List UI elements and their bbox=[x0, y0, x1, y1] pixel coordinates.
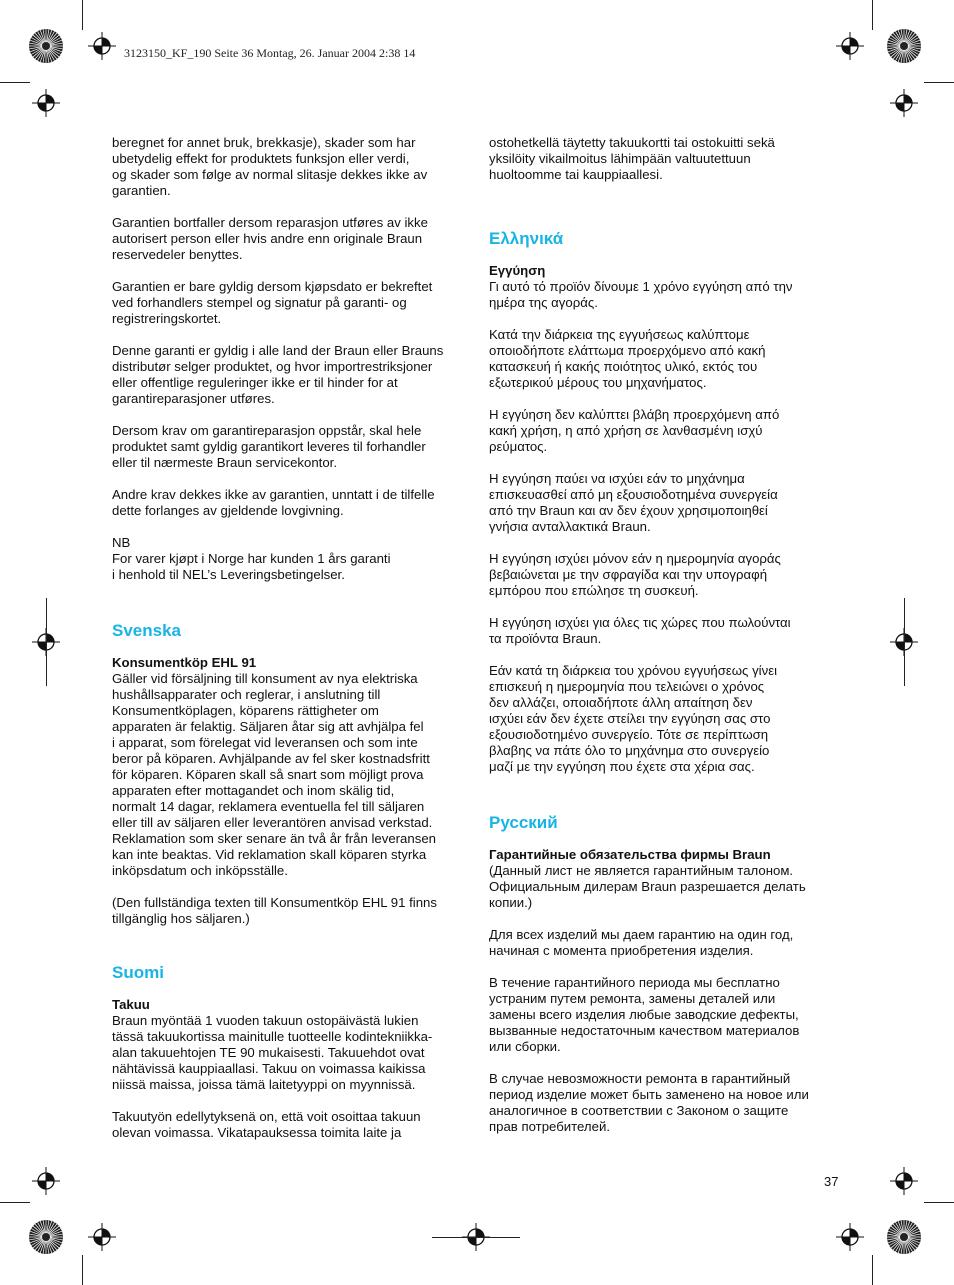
left-column bbox=[112, 135, 464, 1157]
crop-line bbox=[0, 82, 30, 83]
norsk-section bbox=[112, 135, 464, 583]
page-number: 37 bbox=[824, 1174, 839, 1189]
registration-crosshair-icon bbox=[836, 1223, 864, 1251]
paragraph: Κατά την διάρκεια της εγγυήσεως καλύπτομε οποιοδήποτε ελάττωμα προερχόμενο από κακή κατασκευή ή κακής ποιότητος υλικό, εκτός του εξωτερικού μέρους του μηχανήματος. bbox=[489, 327, 766, 390]
section-subheading: Гарантийные обязательства фирмы Braun bbox=[489, 847, 771, 862]
svenska-section bbox=[112, 621, 464, 927]
paragraph: Denne garanti er gyldig i alle land der Braun eller Brauns distributør selger produktet, og hvor importrestriksjoner eller offentlige reguleringer ikke er til hinder for at garantireparasjoner utføres. bbox=[112, 343, 444, 406]
registration-starburst-icon bbox=[886, 1219, 922, 1255]
crop-line bbox=[872, 0, 873, 30]
registration-crosshair-icon bbox=[88, 32, 116, 60]
section-heading-svenska: Svenska bbox=[112, 621, 181, 640]
paragraph: Braun myöntää 1 vuoden takuun ostopäivästä lukien tässä takuukortissa mainitulle tuotteelle kodintekniikka- alan takuuehtojen TE 90 mukaisesti. Takuuehdot ovat nähtävissä kauppiaallasi. Takuu on voimassa kaikissa niissä maissa, joissa tämä laitetyyppi on myynnissä. bbox=[112, 1013, 433, 1092]
paragraph: Для всех изделий мы даем гарантию на один год, начиная с момента приобретения изделия. bbox=[489, 927, 794, 958]
crop-line bbox=[904, 598, 905, 686]
crop-line bbox=[924, 1202, 954, 1203]
right-column bbox=[489, 135, 841, 1151]
section-subheading: Takuu bbox=[112, 997, 150, 1012]
crop-line bbox=[924, 82, 954, 83]
paragraph: Andre krav dekkes ikke av garantien, unntatt i de tilfelle dette forlanges av gjeldende lovgivning. bbox=[112, 487, 435, 518]
crop-line bbox=[46, 598, 47, 686]
crop-line bbox=[0, 1202, 30, 1203]
registration-starburst-icon bbox=[28, 1219, 64, 1255]
section-subheading: Konsumentköp EHL 91 bbox=[112, 655, 257, 670]
paragraph: Εάν κατά τη διάρκεια του χρόνου εγγυήσεως γίνει επισκευή η ημερομηνία που τελειώνει ο χρόνος δεν αλλάζει, οποιαδήποτε άλλη απαίτηση δεν ισχύει εάν δεν έχετε στείλει την εγγύηση σας στο εξουσιοδοτημένο συνεργείο. Τότε σε περίπτωση βλαβης να πάτε όλο το μηχάνημα στο συνεργείο μαζί με την εγγύηση που έχετε στα χέρια σας. bbox=[489, 663, 778, 774]
paragraph: В течение гарантийного периода мы бесплатно устраним путем ремонта, замены деталей или замены всего изделия любые заводские дефекты, вызванные недостаточным качеством материалов или сборки. bbox=[489, 975, 800, 1054]
paragraph: Gäller vid försäljning till konsument av nya elektriska hushållsapparater och reglerar, i anslutning till Konsumentköplagen, köparens rättigheter om apparaten är felaktig. Säljaren åtar sig att avhjälpa fel i apparat, som förelegat vid leveransen och som inte beror på köparen. Avhjälpande av fel sker kostnadsfritt för köparen. Köparen skall så snart som möjligt prova apparaten efter mottagandet och inom skälig tid, normalt 14 dagar, reklamera eventuella fel till säljaren eller till av säljaren eller leverantören anvisad verkstad. Reklamation som sker senare än två år från leveransen kan inte beaktas. Vid reklamation skall köparen styrka inköpsdatum och inköpsställe. bbox=[112, 671, 436, 878]
paragraph: Garantien er bare gyldig dersom kjøpsdato er bekreftet ved forhandlers stempel og signatur på garanti- og registreringskortet. bbox=[112, 279, 433, 326]
greek-section bbox=[489, 229, 841, 775]
paragraph: Η εγγύηση παύει να ισχύει εάν το μηχάνημα επισκευασθεί από μη εξουσιοδοτημένα συνεργεία από την Braun και αν δεν έχουν χρησιμοποιηθεί γνήσια ανταλλακτικά Braun. bbox=[489, 471, 778, 534]
paragraph: Η εγγύηση δεν καλύπτει βλάβη προερχόμενη από κακή χρήση, η από χρήση σε λανθασμένη ισχύ ρεύματος. bbox=[489, 407, 780, 454]
russian-section bbox=[489, 813, 841, 1135]
crop-line bbox=[872, 1255, 873, 1285]
crop-line bbox=[82, 0, 83, 30]
paragraph: beregnet for annet bruk, brekkasje), skader som har ubetydelig effekt for produktets funksjon eller verdi, og skader som følge av normal slitasje dekkes ikke av garantien. bbox=[112, 135, 428, 198]
registration-crosshair-icon bbox=[890, 1167, 918, 1195]
section-heading-russian: Русский bbox=[489, 813, 558, 832]
section-subheading: Εγγύηση bbox=[489, 263, 546, 278]
registration-crosshair-icon bbox=[836, 32, 864, 60]
registration-starburst-icon bbox=[28, 28, 64, 64]
paragraph: (Den fullständiga texten till Konsumentköp EHL 91 finns tillgänglig hos säljaren.) bbox=[112, 895, 437, 926]
paragraph: Dersom krav om garantireparasjon oppstår, skal hele produktet samt gyldig garantikort leveres til forhandler eller til nærmeste Braun servicekontor. bbox=[112, 423, 426, 470]
section-heading-greek: Ελληνικά bbox=[489, 229, 564, 248]
suomi-continued bbox=[489, 135, 841, 183]
paragraph: В случае невозможности ремонта в гарантийный период изделие может быть заменено на новое или аналогичное в соответствии с Законом о защите прав потребителей. bbox=[489, 1071, 809, 1134]
paragraph: Η εγγύηση ισχύει μόνον εάν η ημερομηνία αγοράς βεβαιώνεται με την σφραγίδα και την υπογραφή εμπόρου που επώλησε τη συσκευή. bbox=[489, 551, 781, 598]
paragraph: Takuutyön edellytyksenä on, että voit osoittaa takuun olevan voimassa. Vikatapauksessa toimita laite ja bbox=[112, 1109, 421, 1140]
registration-crosshair-icon bbox=[32, 1167, 60, 1195]
print-slug: 3123150_KF_190 Seite 36 Montag, 26. Januar 2004 2:38 14 bbox=[124, 46, 416, 60]
section-heading-suomi: Suomi bbox=[112, 963, 164, 982]
paragraph: (Данный лист не является гарантийным талоном. Официальным дилерам Braun разрешается делать копии.) bbox=[489, 863, 806, 910]
registration-starburst-icon bbox=[886, 28, 922, 64]
crop-line bbox=[432, 1237, 520, 1238]
crop-line bbox=[82, 1255, 83, 1285]
paragraph: Garantien bortfaller dersom reparasjon utføres av ikke autorisert person eller hvis andre enn originale Braun reservedeler benyttes. bbox=[112, 215, 428, 262]
suomi-section bbox=[112, 963, 464, 1141]
paragraph: NB For varer kjøpt i Norge har kunden 1 års garanti i henhold til NEL’s Leveringsbetingelser. bbox=[112, 535, 391, 582]
paragraph: Γι αυτό τό προϊόν δίνουμε 1 χρόνο εγγύηση από την ημέρα της αγοράς. bbox=[489, 279, 793, 310]
registration-crosshair-icon bbox=[890, 89, 918, 117]
registration-crosshair-icon bbox=[88, 1223, 116, 1251]
paragraph: ostohetkellä täytetty takuukortti tai ostokuitti sekä yksilöity vikailmoitus lähimpään valtuutettuun huoltoomme tai kauppiaallesi. bbox=[489, 135, 775, 182]
paragraph: Η εγγύηση ισχύει για όλες τις χώρες που πωλούνται τα προϊόντα Braun. bbox=[489, 615, 791, 646]
registration-crosshair-icon bbox=[32, 89, 60, 117]
